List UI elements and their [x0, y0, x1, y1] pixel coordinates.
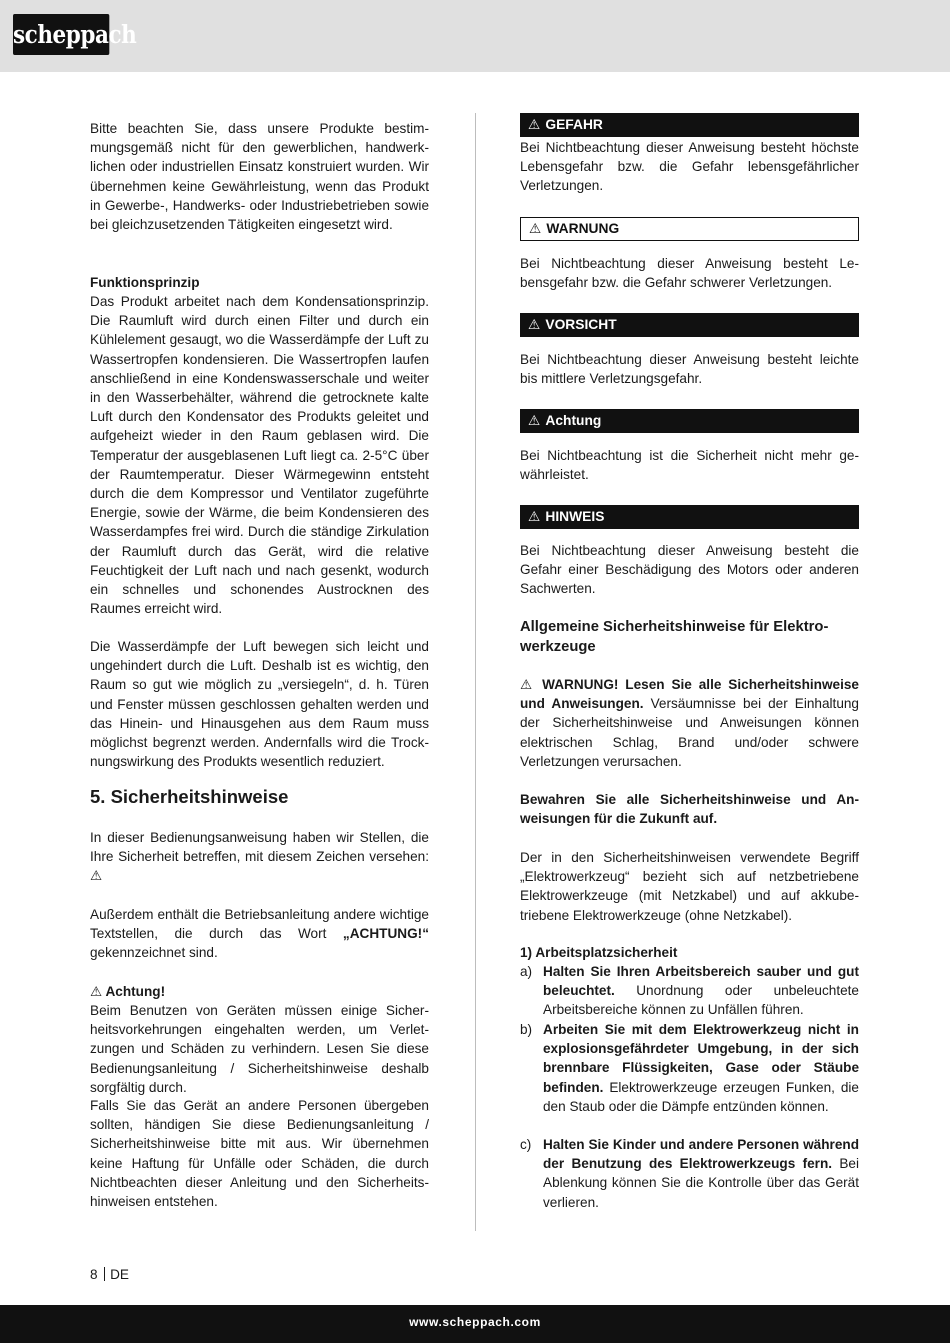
footer-bar	[0, 1305, 950, 1343]
warning-triangle-icon: ⚠	[528, 413, 541, 428]
signal-box-gefahr	[520, 113, 859, 137]
page-separator	[104, 1267, 106, 1281]
signal-box-warnung	[520, 217, 859, 241]
warning-triangle-icon: ⚠	[528, 509, 541, 524]
warnung-paragraph: Bei Nichtbeachtung dieser Anweisung besteht Lebensgefahr bzw. die Gefahr schwerer Verletzungen.	[520, 256, 859, 291]
achtung-heading: ⚠ Achtung!	[90, 984, 166, 999]
vorsicht-paragraph: Bei Nichtbeachtung dieser Anweisung besteht leichte bis mittlere Verletzungsgefahr.	[520, 352, 859, 387]
list-item-rest: Unordnung oder unbeleuchtete Arbeitsbereiche können zu Unfällen führen.	[543, 983, 859, 1018]
list-item-text	[543, 962, 859, 1020]
benutzen-paragraph: Beim Benutzen von Geräten müssen einige Sicherheitsvorkehrungen eingehalten werden, um Verletzungen und Schäden zu verhindern. Lesen Sie diese Bedienungsanleitung / Sicherheitshinweise deshalb sorgfältig durch.	[90, 1003, 429, 1095]
achtung-paragraph: Bei Nichtbeachtung ist die Sicherheit nicht mehr gewährleistet.	[520, 448, 859, 483]
list-item-rest: Elektrowerkzeuge erzeugen Funken, die den Staub oder die Dämpfe entzünden können.	[543, 1079, 859, 1114]
list-item-label: a)	[520, 964, 533, 979]
brand-logo: scheppach	[13, 14, 109, 55]
funktionsprinzip-heading: Funktionsprinzip	[90, 275, 200, 290]
begriff-paragraph: Der in den Sicherheitshinweisen verwendete Begriff „Elektrowerkzeug“ bezieht sich auf netzbetriebene Elektrowerkzeuge (mit Netzkabel) und auf akkubetriebene Elektrowerkzeuge (ohne Netzkabel).	[520, 850, 859, 923]
list-item-bold: Halten Sie Ihren Arbeitsbereich sauber und gut beleuchtet.	[543, 964, 859, 999]
allgemeine-heading: Allgemeine Sicherheitshinweise für Elektrowerkzeuge	[520, 619, 829, 655]
section-heading: 5. Sicherheitshinweise	[90, 786, 289, 807]
list-item-text	[543, 1135, 859, 1212]
signal-label: WARNUNG	[546, 221, 620, 236]
achtung-word-paragraph	[90, 905, 429, 963]
bewahren-paragraph: Bewahren Sie alle Sicherheitshinweise und Anweisungen für die Zukunft auf.	[520, 792, 859, 827]
page-number-value: 8	[90, 1267, 98, 1282]
hinweis-paragraph: Bei Nichtbeachtung dieser Anweisung besteht die Gefahr einer Beschädigung des Motors oder anderen Sachwerten.	[520, 543, 859, 597]
signal-label: GEFAHR	[545, 117, 603, 132]
uebergabe-paragraph: Falls Sie das Gerät an andere Personen übergeben sollten, händigen Sie diese Bedienungsanleitung / Sicherheitshinweise bitte mit aus. Wir übernehmen keine Haftung für Unfälle oder Schäden, die durch Nichtbeachten dieser Anleitung und den Sicherheitshinweisen entstehen.	[90, 1098, 429, 1210]
list-item-bold: Arbeiten Sie mit dem Elektrowerkzeug nicht in explosionsgefährdeter Umgebung, in der sich brennbare Flüssigkeiten, Gase oder Stäube befinden.	[543, 1022, 859, 1095]
intro-paragraph: Bitte beachten Sie, dass unsere Produkte bestimmungsgemäß nicht für den gewerblichen, handwerklichen oder industriellen Einsatz konstruiert wurden. Wir übernehmen keine Gewährleistung, wenn das Produkt in Gewerbe-, Handwerks- oder Industriebetrieben sowie bei gleichzusetzenden Tätigkeiten eingesetzt wird.	[90, 121, 429, 233]
achtung-pre-text: Außerdem enthält die Betriebsanleitung andere wichtige Textstellen, die durch das Wort	[90, 907, 429, 942]
website-url: www.scheppach.com	[409, 1315, 541, 1329]
warnung-lesen-rest: Versäumnisse bei der Einhaltung der Sicherheitshinweise und Anweisungen können elektrischen Schlag, Brand und/oder schwere Verletzungen verursachen.	[520, 696, 859, 769]
list-item-text	[543, 1020, 859, 1116]
signal-label: Achtung	[545, 413, 602, 428]
signal-box-hinweis	[520, 505, 859, 529]
page-language: DE	[110, 1267, 129, 1282]
signal-box-achtung	[520, 409, 859, 433]
list-item-rest: Bei Ablenkung können Sie die Kontrolle über das Gerät verlieren.	[543, 1156, 859, 1210]
funktionsprinzip-paragraph: Das Produkt arbeitet nach dem Kondensationsprinzip. Die Raumluft wird durch einen Filter und durch ein Kühlelement gesaugt, wo die Wasserdämpfe der Luft zu Wassertropfen kondensieren. Die Wassertropfen laufen anschließend in eine Kondenswasserschale und weiter in den Wasserbehälter, während die getrocknete kalte Luft durch den Kondensator des Produkts geleitet und aufgeheizt wieder in den Raum geblasen wird. Die Temperatur der ausgeblasenen Luft liegt ca. 2-5°C über der Raumtemperatur. Dieser Wärmegewinn entsteht durch die dem Kompressor und Ventilator zugeführte Energie, sowie der Wärme, die beim Kondensieren des Wasserdampfes frei wird. Durch die ständige Zirkulation der Raumluft durch das Gerät, wird die relative Feuchtigkeit der Luft nach und nach gesenkt, wodurch ein schnelles und schonendes Austrocknen des Raumes erreicht wird.	[90, 294, 429, 617]
gefahr-paragraph: Bei Nichtbeachtung dieser Anweisung besteht höchste Lebensgefahr bzw. die Gefahr lebensgefährlicher Verletzungen.	[520, 140, 859, 194]
list-item-label: b)	[520, 1022, 533, 1037]
signal-label: VORSICHT	[545, 317, 617, 332]
list-item-bold: Halten Sie Kinder und andere Personen während der Benutzung des Elektrowerkzeugs fern.	[543, 1137, 859, 1172]
warnung-lesen-paragraph	[520, 675, 859, 771]
warning-triangle-icon: ⚠	[528, 117, 541, 132]
wasserdaempfe-paragraph: Die Wasserdämpfe der Luft bewegen sich leicht und ungehindert durch die Luft. Deshalb ist es wichtig, den Raum so gut wie möglich zu „versiegeln“, d. h. Türen und Fenster müssen geschlossen gehalten werden und das Hinein- und Hinausgehen aus dem Raum muss möglichst begrenzt werden. Andernfalls wird die Trocknungswirkung des Produkts wesentlich reduziert.	[90, 639, 429, 770]
warnung-lesen-bold: ⚠ WARNUNG! Lesen Sie alle Sicherheitshinweise und Anweisungen.	[520, 677, 859, 712]
achtung-keyword: „ACHTUNG!“	[342, 926, 429, 942]
warning-triangle-icon: ⚠	[528, 317, 541, 332]
list-item-label: c)	[520, 1137, 532, 1152]
stellen-paragraph: In dieser Bedienungsanweisung haben wir Stellen, die Ihre Sicherheit betreffen, mit diesem Zeichen versehen: ⚠	[90, 830, 429, 884]
signal-label: HINWEIS	[545, 509, 605, 524]
column-divider	[475, 113, 476, 1231]
header-bar	[0, 0, 950, 72]
signal-box-vorsicht	[520, 313, 859, 337]
arbeitsplatz-heading: 1) Arbeitsplatzsicherheit	[520, 945, 678, 960]
page-number	[90, 1265, 129, 1284]
achtung-post-text: gekennzeichnet sind.	[90, 945, 218, 961]
warning-triangle-icon: ⚠	[529, 221, 542, 236]
